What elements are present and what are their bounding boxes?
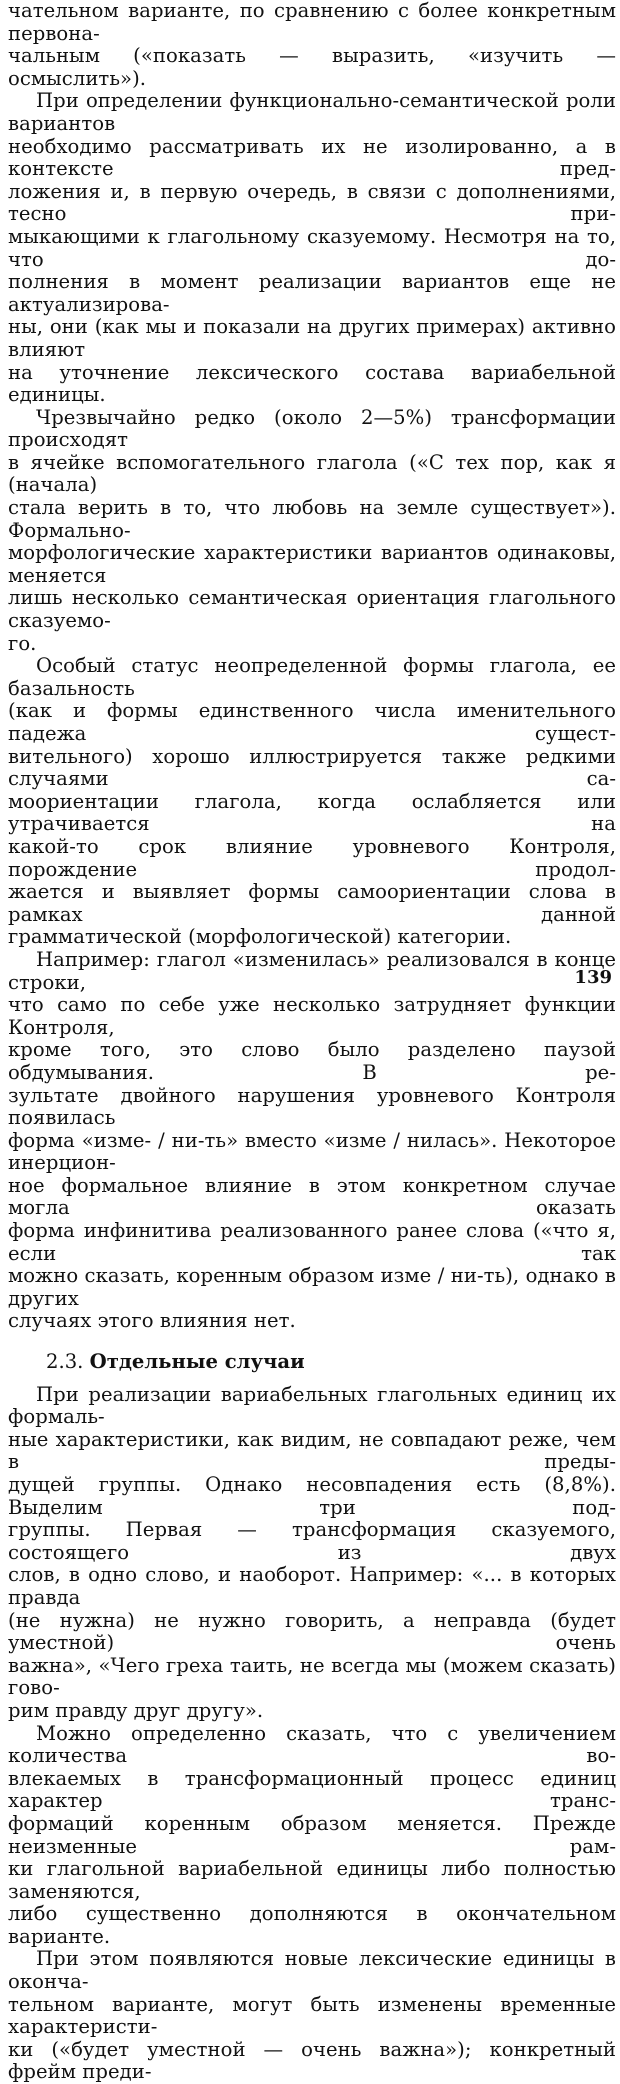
text-line: на уточнение лексического состава вариабельной единицы.	[8, 360, 616, 407]
text-line: При реализации вариабельных глагольных единиц их формаль-	[8, 1382, 616, 1429]
text-line: рим правду друг другу».	[8, 1698, 264, 1722]
text-line: либо существенно дополняются в окончательном варианте.	[8, 1902, 616, 1948]
text-line: моориентации глагола, когда ослабляется или утрачивается на	[8, 789, 616, 836]
section-number: 2.3.	[46, 1350, 84, 1374]
text-line: ки глагольной вариабельной единицы либо полностью заменяются,	[8, 1857, 616, 1903]
text-line: необходимо рассматривать их не изолированно, а в контексте пред-	[8, 134, 616, 181]
text-block-after-section	[8, 1384, 616, 2084]
text-line: дущей группы. Однако несовпадения есть (8,8%). Выделим три под-	[8, 1473, 616, 1519]
text-line: лишь несколько семантическая ориентация глагольного сказуемо-	[8, 586, 616, 633]
page-number: 139	[574, 967, 612, 988]
text-line: грамматической (морфологической) категории.	[8, 925, 512, 949]
text-line: чальным («показать — выразить, «изучить — осмыслить»).	[8, 44, 616, 90]
text-line: влекаемых в трансформационный процесс единиц характер транс-	[8, 1766, 616, 1813]
text-line: вительного) хорошо иллюстрируется также редкими случаями са-	[8, 744, 616, 791]
text-line: группы. Первая — трансформация сказуемого, состоящего из двух	[8, 1518, 616, 1564]
text-line: формаций коренным образом меняется. Прежде неизменные рам-	[8, 1811, 616, 1858]
text-line: случаях этого влияния нет.	[8, 1309, 296, 1333]
text-line: важна», «Чего греха таить, не всегда мы (можем сказать) гово-	[8, 1653, 616, 1700]
text-line: форма «изме- / ни-ть» вместо «изме / нилась». Некоторое инерцион-	[8, 1128, 616, 1175]
text-line: тельном варианте, могут быть изменены временные характеристи-	[8, 1992, 616, 2039]
text-line: Особый статус неопределенной формы глагола, ее базальность	[8, 654, 616, 700]
text-line: При этом появляются новые лексические единицы в оконча-	[8, 1947, 616, 1994]
text-line: морфологические характеристики вариантов одинаковы, меняется	[8, 541, 616, 587]
text-line: ны, они (как мы и показали на других примерах) активно влияют	[8, 315, 616, 361]
text-line: зультате двойного нарушения уровневого Контроля появилась	[8, 1083, 616, 1130]
text-line: Можно определенно сказать, что с увеличением количества во-	[8, 1721, 616, 1768]
text-line: При определении функционально-семантической роли вариантов	[8, 89, 616, 135]
text-line: (не нужна) не нужно говорить, а неправда (будет уместной) очень	[8, 1608, 616, 1655]
text-line: го.	[8, 631, 37, 655]
text-line: мыкающими к глагольному сказуемому. Несмотря на то, что до-	[8, 224, 616, 271]
text-line: чательном варианте, по сравнению с более конкретным первона-	[8, 0, 616, 45]
text-line: полнения в момент реализации вариантов еще не актуализирова-	[8, 270, 616, 316]
text-line: ки («будет уместной — очень важна»); конкретный фрейм преди-	[8, 2037, 616, 2084]
text-line: какой-то срок влияние уровневого Контроля, порождение продол-	[8, 834, 616, 881]
text-line: жается и выявляет формы самоориентации слова в рамках данной	[8, 880, 616, 926]
text-block-before-section	[8, 0, 616, 1333]
text-line: слов, в одно слово, и наоборот. Например: «... в которых правда	[8, 1563, 616, 1609]
section-title: Отдельные случаи	[89, 1350, 305, 1374]
text-line: кроме того, это слово было разделено паузой обдумывания. В ре-	[8, 1038, 616, 1084]
text-line: в ячейке вспомогательного глагола («С тех пор, как я (начала)	[8, 450, 616, 497]
text-line: стала верить в то, что любовь на земле существует»). Формально-	[8, 496, 616, 542]
text-line: ные характеристики, как видим, не совпадают реже, чем в преды-	[8, 1427, 616, 1474]
section-heading	[8, 1351, 616, 1374]
text-line: Чрезвычайно редко (около 2—5%) трансформации происходят	[8, 405, 616, 452]
text-line: Например: глагол «изменилась» реализовался в конце строки,	[8, 947, 616, 994]
text-line: (как и формы единственного числа именительного падежа сущест-	[8, 699, 616, 745]
text-line: ложения и, в первую очередь, в связи с дополнениями, тесно при-	[8, 179, 616, 226]
text-line: можно сказать, коренным образом изме / ни-ть), однако в других	[8, 1264, 616, 1310]
text-line: ное формальное влияние в этом конкретном случае могла оказать	[8, 1173, 616, 1220]
text-line: что само по себе уже несколько затрудняет функции Контроля,	[8, 993, 616, 1039]
text-line: форма инфинитива реализованного ранее слова («что я, если так	[8, 1219, 616, 1265]
